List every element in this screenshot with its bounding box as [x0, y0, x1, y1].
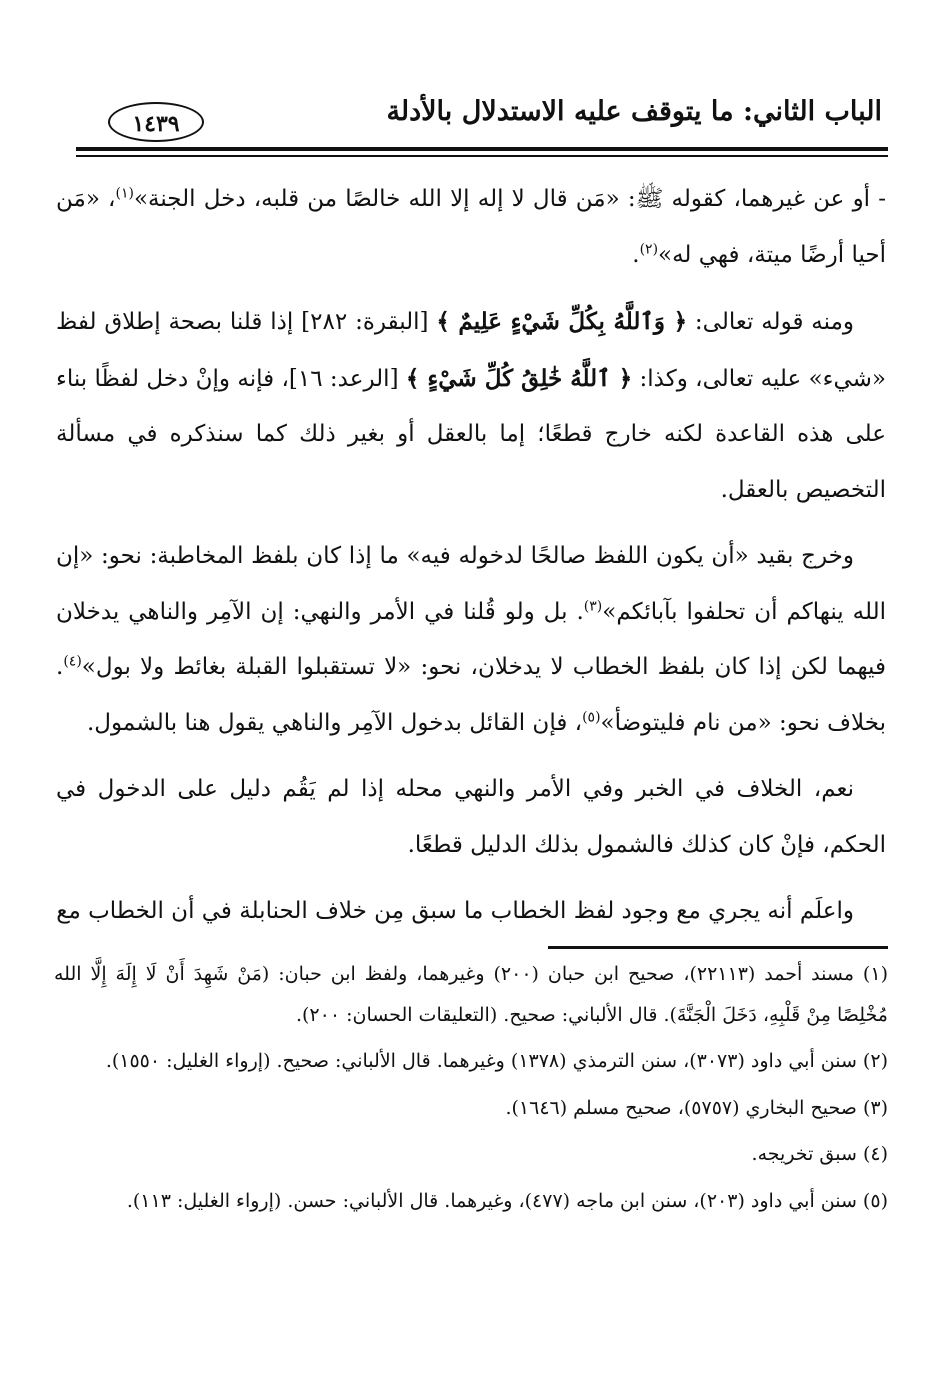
quran-verse-2: ﴿ ٱللَّهُ خَٰلِقُ كُلِّ شَيْءٍ ﴾ — [405, 364, 633, 392]
text-run: [البقرة: ٢٨٢] إذا قلنا بصحة إطلاق لفظ «شيء» عليه تعالى، وكذا: — [56, 309, 886, 392]
footnote-separator — [548, 946, 888, 949]
footnote-ref-1[interactable]: (١) — [115, 185, 134, 202]
text-run: . — [632, 241, 640, 268]
footnote-4: (٤) سبق تخريجه. — [751, 1143, 888, 1165]
text-run: ، «مَن أحيا أرضًا ميتة، فهي له» — [56, 186, 886, 268]
text-run: [الرعد: ١٦]، فإنه وإنْ دخل لفظًا بناء على هذه القاعدة لكنه خارج قطعًا؛ إما بالعقل أو بغير ذلك كما سنذكره في مسألة التخصيص بالعقل. — [56, 365, 886, 503]
chapter-title: الباب الثاني: ما يتوقف عليه الاستدلال بالأدلة — [386, 96, 882, 127]
text-run: ومنه قوله تعالى: — [687, 309, 855, 335]
main-text — [56, 172, 886, 951]
text-run: - أو عن غيرهما، كقوله ﷺ: «مَن قال لا إله إلا الله خالصًا من قلبه، دخل الجنة» — [133, 186, 886, 212]
footnote-ref-4[interactable]: (٤) — [63, 653, 82, 670]
footnotes — [54, 954, 888, 1227]
footnote-1: (١) مسند أحمد (٢٢١١٣)، صحيح ابن حبان (٢٠٠) وغيرهما، ولفظ ابن حبان: (مَنْ شَهِدَ أَنْ لَا إِلَهَ إِلَّا الله مُخْلِصًا مِنْ قَلْبِهِ، دَخَلَ الْجَنَّةَ). قال الألباني: صحيح. (التعليقات الحسان: ٢٠٠). — [54, 963, 888, 1026]
page-number: ١٤٣٩ — [108, 102, 204, 142]
text-run: . بل ولو قُلنا في الأمر والنهي: إن الآمِر والناهي يدخلان فيهما لكن إذا كان بلفظ الخطاب لا يدخلان، نحو: «لا تستقبلوا القبلة بغائط ولا بول» — [56, 598, 886, 680]
paragraph-1 — [56, 172, 886, 283]
footnote-3: (٣) صحيح البخاري (٥٧٥٧)، صحيح مسلم (١٦٤٦). — [505, 1096, 888, 1119]
paragraph-4: نعم، الخلاف في الخبر وفي الأمر والنهي محله إذا لم يَقُم دليل على الدخول في الحكم، فإنْ كان كذلك فالشمول بذلك الدليل قطعًا. — [56, 776, 886, 858]
header-rule-thick — [76, 147, 888, 151]
quran-verse-1: ﴿ وَٱللَّهُ بِكُلِّ شَيْءٍ عَلِيمٌ ﴾ — [436, 308, 688, 335]
paragraph-5: واعلَم أنه يجري مع وجود لفظ الخطاب ما سبق مِن خلاف الحنابلة في أن الخطاب مع — [56, 898, 854, 924]
footnote-ref-3[interactable]: (٣) — [583, 597, 603, 614]
text-run: ، فإن القائل بدخول الآمِر والناهي يقول هنا بالشمول. — [87, 709, 583, 736]
paragraph-2 — [56, 294, 886, 518]
footnote-ref-2[interactable]: (٢) — [639, 240, 659, 257]
header-rule-thin — [76, 155, 888, 157]
footnote-5: (٥) سنن أبي داود (٢٠٣)، سنن ابن ماجه (٤٧٧)، وغيرهما. قال الألباني: حسن. (إرواء الغليل: ١١٣). — [126, 1189, 888, 1212]
footnote-2: (٢) سنن أبي داود (٣٠٧٣)، سنن الترمذي (١٣٧٨) وغيرهما. قال الألباني: صحيح. (إرواء الغليل: ١٥٥٠). — [105, 1050, 888, 1072]
paragraph-3 — [56, 529, 886, 751]
footnote-ref-5[interactable]: (٥) — [582, 708, 601, 725]
text-run: . بخلاف نحو: «من نام فليتوضأ» — [56, 654, 886, 736]
text-run: وخرج بقيد «أن يكون اللفظ صالحًا لدخوله فيه» ما إذا كان بلفظ المخاطبة: نحو: «إن الله ينهاكم أن تحلفوا بآبائكم» — [56, 543, 886, 625]
